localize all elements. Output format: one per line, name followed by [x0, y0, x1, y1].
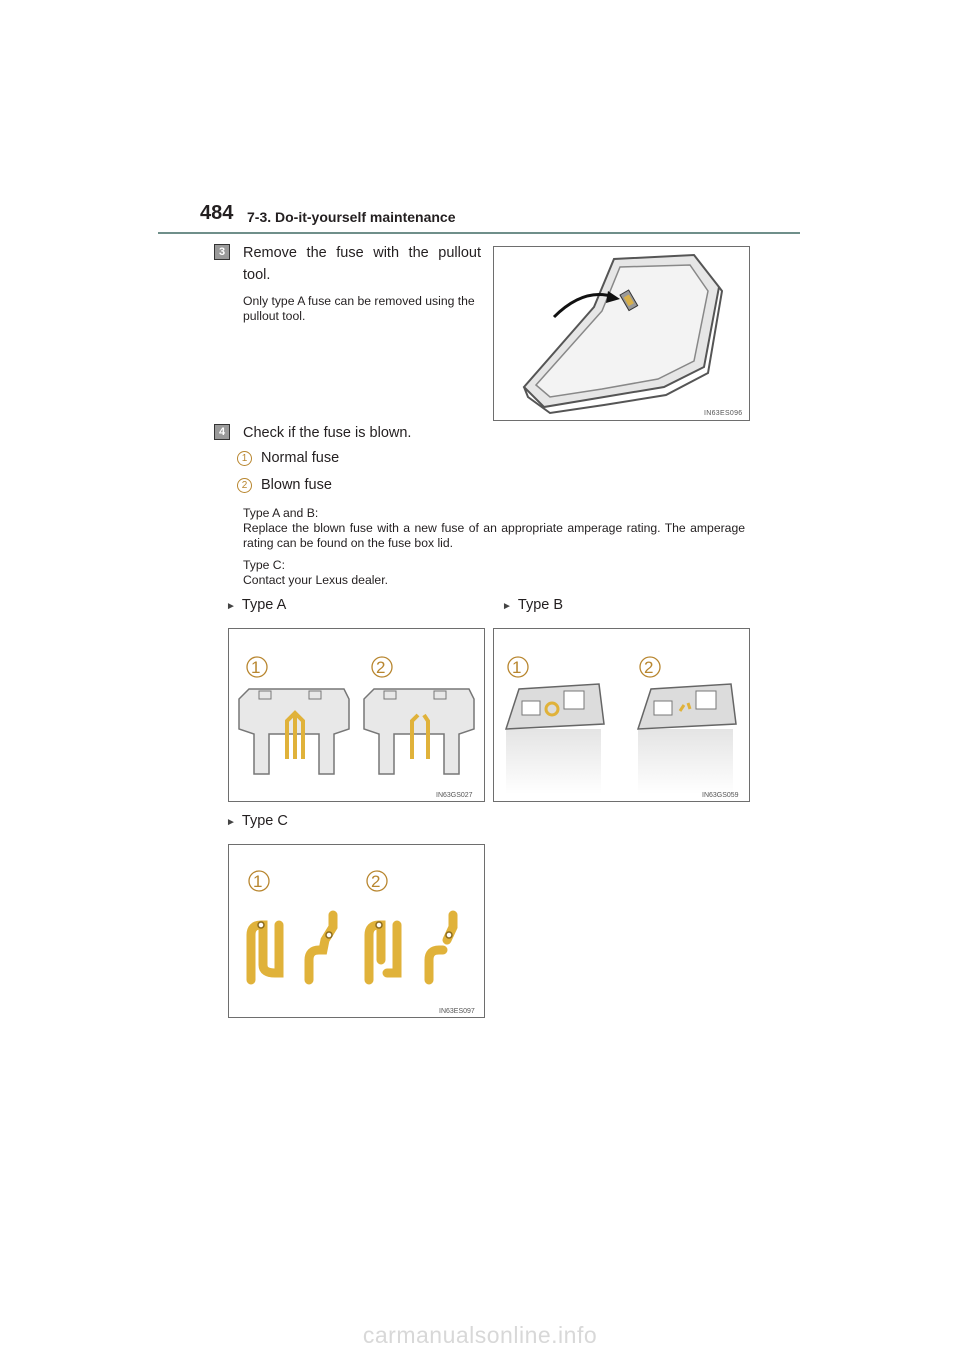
item-2-number: 2 — [237, 478, 252, 493]
type-b-heading — [502, 597, 563, 613]
pullout-tool-figure — [493, 246, 750, 421]
triangle-icon: ► — [502, 601, 512, 612]
normal-fuse-b — [506, 684, 604, 794]
blown-fuse-b — [638, 684, 736, 794]
step-4-text: Check if the fuse is blown. — [243, 425, 412, 441]
step-3-badge: 3 — [214, 244, 230, 260]
figure-code: IN63ES096 — [704, 410, 743, 417]
triangle-icon: ► — [226, 817, 236, 828]
type-c-number-2: 2 — [371, 872, 381, 891]
type-c-fuse-illustration — [229, 845, 485, 1018]
step-3-text: Remove the fuse with the pullout tool. — [243, 245, 481, 283]
item-2-label: Blown fuse — [261, 477, 332, 493]
section-title: 7-3. Do-it-yourself maintenance — [247, 209, 456, 225]
type-c-label: Type C — [241, 813, 288, 829]
type-a-number-2: 2 — [376, 658, 386, 677]
note-c-body: Contact your Lexus dealer. — [243, 573, 388, 587]
note-ab-body: Replace the blown fuse with a new fuse of an appropriate amperage rating. The amperage rating can be found on the fuse box lid. — [243, 521, 745, 550]
type-a-fuse-illustration — [229, 629, 485, 802]
normal-fuse-a — [239, 689, 349, 774]
type-b-label: Type B — [517, 597, 564, 613]
type-a-heading — [226, 597, 286, 613]
blown-fuse-a — [364, 689, 474, 774]
type-b-number-1: 1 — [512, 658, 522, 677]
step-3-note: Only type A fuse can be removed using the pullout tool. — [243, 294, 475, 323]
type-c-heading — [226, 813, 288, 829]
type-a-label: Type A — [241, 597, 287, 613]
triangle-icon: ► — [226, 601, 236, 612]
type-c-code: IN63ES097 — [439, 1008, 475, 1015]
type-b-number-2: 2 — [644, 658, 654, 677]
watermark: carmanualsonline.info — [362, 1322, 598, 1348]
page-number: 484 — [200, 202, 234, 224]
type-c-number-1: 1 — [253, 872, 263, 891]
type-c-figure — [228, 844, 485, 1018]
type-b-code: IN63GS059 — [702, 792, 739, 799]
type-a-code: IN63GS027 — [436, 792, 473, 799]
note-ab-title: Type A and B: — [243, 506, 319, 520]
step-4-badge: 4 — [214, 424, 230, 440]
type-a-figure — [228, 628, 485, 802]
note-c-title: Type C: — [243, 558, 285, 572]
fuse-box-illustration — [494, 247, 750, 421]
type-b-figure — [493, 628, 750, 802]
item-1-number: 1 — [237, 451, 252, 466]
type-b-fuse-illustration — [494, 629, 750, 802]
type-a-number-1: 1 — [251, 658, 261, 677]
header-rule — [158, 232, 800, 234]
item-1-label: Normal fuse — [261, 450, 340, 466]
